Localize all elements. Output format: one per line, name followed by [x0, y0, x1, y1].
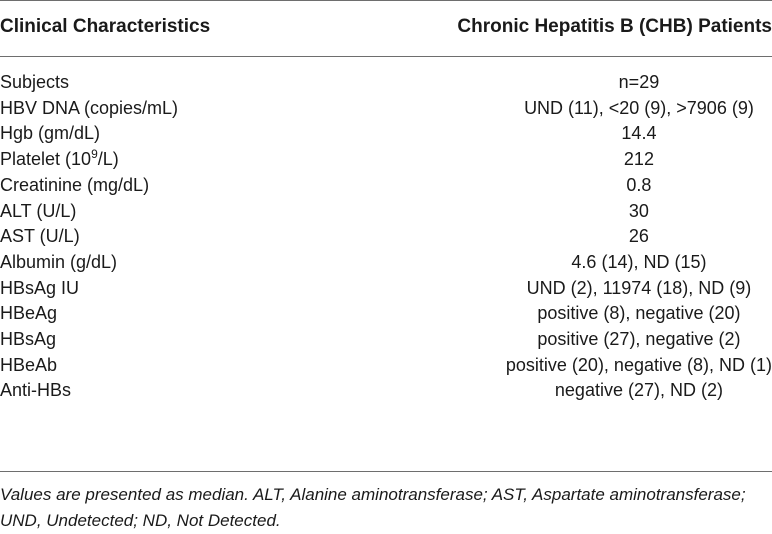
table-row — [0, 301, 772, 327]
row-label: HBsAg — [0, 329, 57, 350]
top-rule — [0, 0, 772, 1]
row-label: Hgb (gm/dL) — [0, 123, 101, 144]
table-row — [0, 96, 772, 122]
row-label: AST (U/L) — [0, 226, 80, 247]
row-value: 26 — [628, 226, 649, 247]
characteristics-table — [0, 70, 772, 404]
row-value: 0.8 — [626, 174, 652, 195]
row-value: negative (27), ND (2) — [554, 380, 723, 401]
row-value: positive (8), negative (20) — [537, 303, 741, 324]
row-value: UND (2), 11974 (18), ND (9) — [526, 277, 752, 298]
row-value: 30 — [628, 200, 649, 221]
row-label: Albumin (g/dL) — [0, 251, 118, 272]
row-label: HBeAb — [0, 354, 58, 375]
row-label: Anti-HBs — [0, 380, 72, 401]
table-row — [0, 224, 772, 250]
row-value: n=29 — [618, 72, 660, 92]
row-value: 212 — [623, 149, 654, 170]
row-value: positive (27), negative (2) — [537, 329, 741, 350]
table-row — [0, 276, 772, 302]
table-row — [0, 378, 772, 404]
row-value: 4.6 (14), ND (15) — [571, 251, 707, 272]
row-label: Subjects — [0, 72, 70, 92]
table-row — [0, 250, 772, 276]
table-row — [0, 70, 772, 96]
row-label: Creatinine (mg/dL) — [0, 174, 150, 195]
table-row — [0, 121, 772, 147]
header-rule — [0, 56, 772, 57]
row-label: HBV DNA (copies/mL) — [0, 97, 179, 118]
header-chb-patients: Chronic Hepatitis B (CHB) Patients — [457, 16, 772, 37]
row-label: HBsAg IU — [0, 277, 80, 298]
table-footnote: Values are presented as median. ALT, Alanine aminotransferase; AST, Aspartate aminotransferase; UND, Undetected; ND, Not Detected. — [0, 485, 746, 530]
bottom-rule — [0, 471, 772, 472]
table-row — [0, 353, 772, 379]
row-value: UND (11), <20 (9), >7906 (9) — [524, 97, 754, 118]
table-row — [0, 173, 772, 199]
table-row — [0, 199, 772, 225]
row-value: positive (20), negative (8), ND (1) — [505, 354, 772, 375]
row-label: ALT (U/L) — [0, 200, 77, 221]
row-value: 14.4 — [621, 123, 657, 144]
row-label: HBeAg — [0, 303, 58, 324]
table-row — [0, 147, 772, 173]
header-clinical-characteristics: Clinical Characteristics — [0, 16, 211, 37]
table-row — [0, 327, 772, 353]
row-label-platelet: Platelet $(10^9/L)$ — [0, 147, 119, 170]
